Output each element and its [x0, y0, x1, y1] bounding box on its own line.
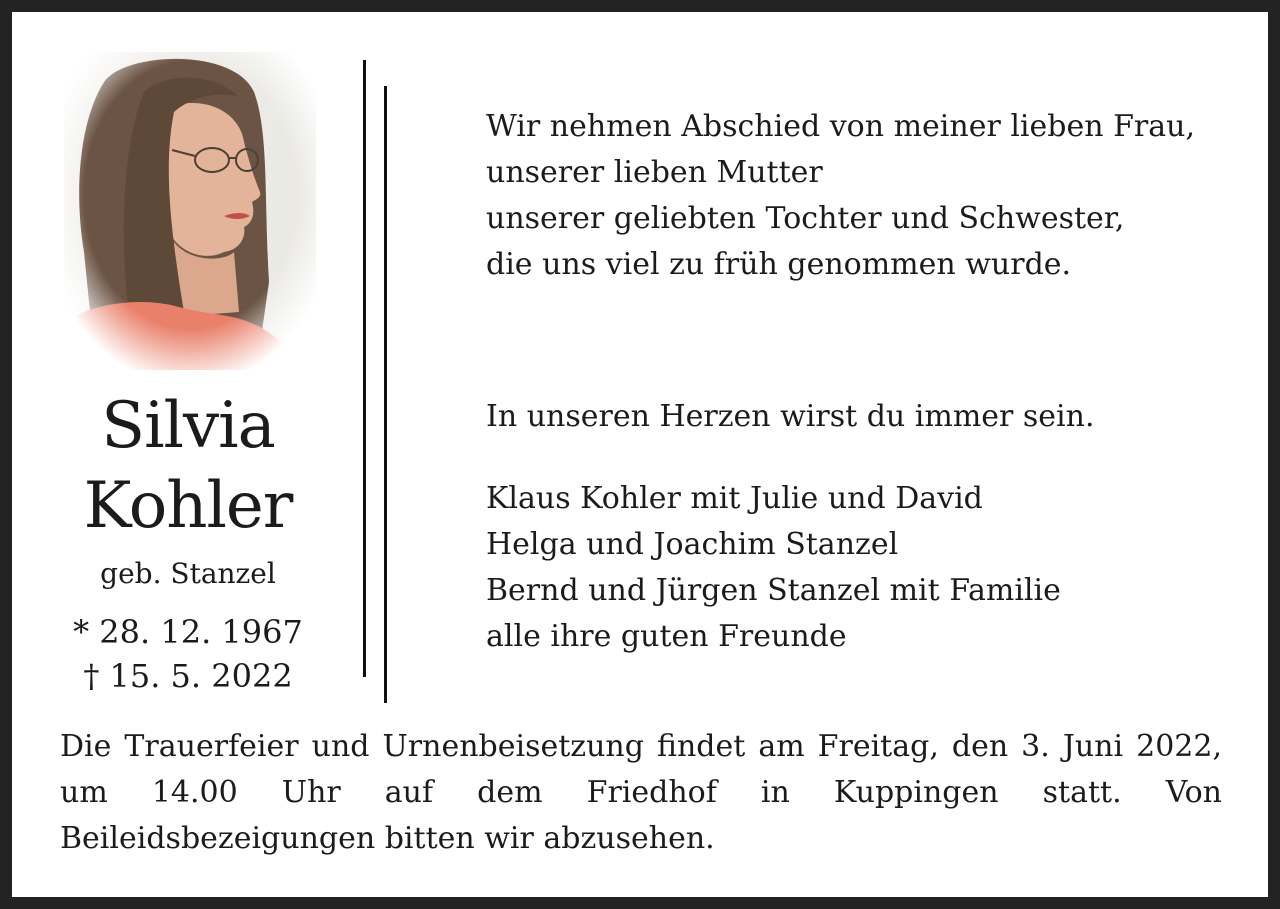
divider-line-left: [363, 60, 366, 677]
maiden-name: geb. Stanzel: [100, 557, 276, 590]
mourners-list: [486, 476, 1061, 660]
farewell-line: unserer lieben Mutter: [486, 155, 823, 190]
farewell-line: unserer geliebten Tochter und Schwester,: [486, 201, 1125, 236]
death-date: † 15. 5. 2022: [83, 657, 293, 695]
last-name: Kohler: [83, 469, 293, 543]
mourner-line: Helga und Joachim Stanzel: [486, 527, 899, 562]
motto-text: In unseren Herzen wirst du immer sein.: [486, 399, 1095, 434]
first-name: Silvia: [101, 389, 275, 463]
farewell-line: Wir nehmen Abschied von meiner lieben Frau,: [486, 109, 1195, 144]
portrait-photo: [64, 52, 316, 370]
farewell-text: [486, 104, 1195, 288]
birth-date: * 28. 12. 1967: [73, 613, 303, 651]
divider-line-right: [384, 86, 387, 703]
mourner-line: Klaus Kohler mit Julie und David: [486, 481, 983, 516]
farewell-line: die uns viel zu früh genommen wurde.: [486, 247, 1072, 282]
obituary-card: [12, 12, 1268, 897]
mourner-line: alle ihre guten Freunde: [486, 619, 847, 654]
funeral-notice: Die Trauerfeier und Urnenbeisetzung findet am Freitag, den 3. Juni 2022, um 14.00 Uhr auf dem Friedhof in Kuppingen statt. Von Beileidsbezeigungen bitten wir abzusehen.: [60, 729, 1222, 856]
mourner-line: Bernd und Jürgen Stanzel mit Familie: [486, 573, 1061, 608]
